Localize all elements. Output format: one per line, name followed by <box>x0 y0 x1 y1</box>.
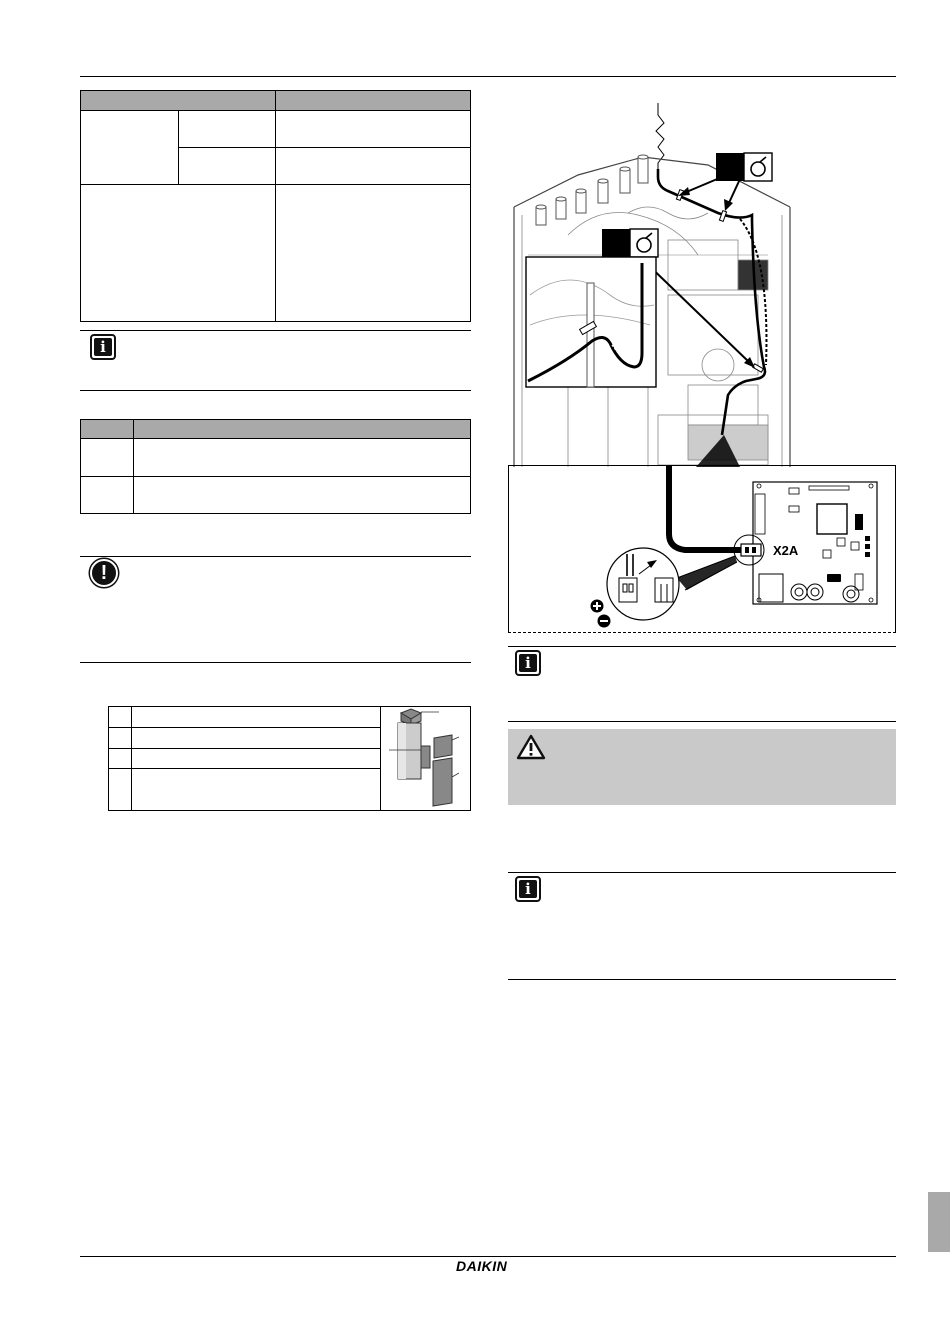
pcb-figure <box>509 466 895 632</box>
warning-triangle-icon <box>516 734 546 760</box>
warning-box <box>508 729 896 805</box>
note-rule <box>80 556 471 557</box>
note-rule <box>80 662 471 663</box>
table-1-header-divider <box>275 90 276 111</box>
table-3-col-divider <box>131 706 132 811</box>
table-3-row-divider <box>108 727 380 728</box>
info-icon: i <box>515 876 541 902</box>
table-2-row-divider <box>80 476 471 477</box>
insulation-parts-figure <box>381 707 470 810</box>
info-icon: i <box>515 650 541 676</box>
brand-logo: DAIKIN <box>456 1258 508 1274</box>
board-detail-bottom <box>508 632 896 633</box>
board-detail-right <box>895 465 896 633</box>
note-rule <box>508 721 896 722</box>
note-rule <box>508 979 896 980</box>
table-3-row-divider <box>108 748 380 749</box>
side-tab <box>928 1192 950 1252</box>
info-icon: i <box>90 334 116 360</box>
table-1-col-divider <box>275 110 276 322</box>
table-2-col-divider <box>133 419 134 514</box>
plus-icon <box>591 600 604 613</box>
footer-rule <box>80 1256 896 1257</box>
table-2-header <box>80 419 471 439</box>
minus-icon <box>598 615 611 628</box>
exclamation-icon: ! <box>90 559 118 587</box>
table-1-row-divider <box>178 147 471 148</box>
note-rule <box>80 390 471 391</box>
header-rule <box>80 76 896 77</box>
unit-wiring-figure <box>508 95 898 467</box>
note-rule <box>80 330 471 331</box>
note-rule <box>508 646 896 647</box>
table-1-row-divider <box>80 184 471 185</box>
connector-label: X2A <box>773 543 799 558</box>
table-3-row-divider <box>108 768 380 769</box>
note-rule <box>508 872 896 873</box>
